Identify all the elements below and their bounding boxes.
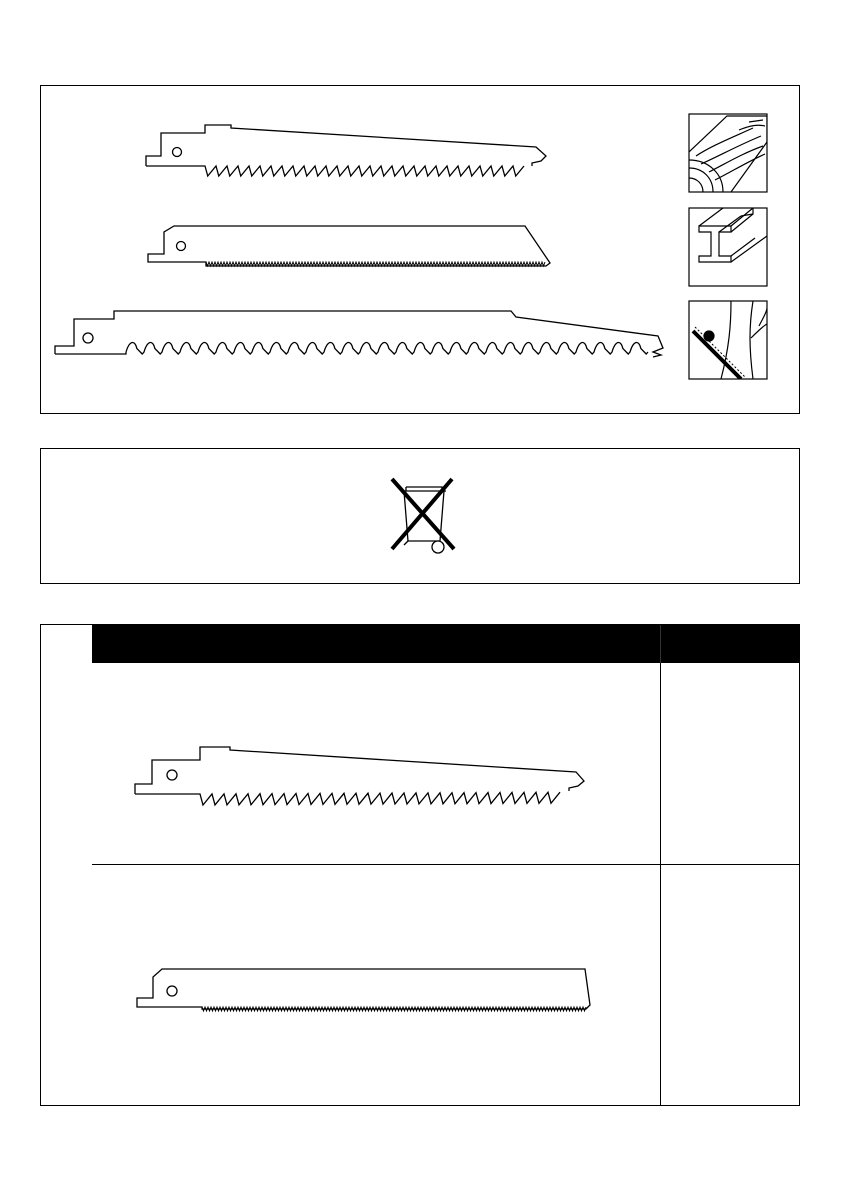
wood-icon	[689, 114, 767, 192]
blade-panel-graphic	[41, 86, 801, 415]
table-header	[92, 625, 799, 663]
tree-pruning-icon	[689, 301, 767, 379]
crossed-out-wheelie-bin-icon	[386, 477, 496, 561]
wood-blade-icon	[146, 125, 546, 176]
table-row	[92, 865, 660, 1105]
pruning-blade-icon	[55, 311, 663, 357]
blade-table	[40, 624, 800, 1106]
metal-blade-icon	[148, 226, 550, 266]
table-row	[92, 663, 660, 864]
disposal-panel	[40, 448, 800, 584]
column-divider	[660, 663, 661, 1105]
header-column-divider	[660, 625, 661, 663]
blade-panel	[40, 85, 800, 414]
wood-blade-icon	[92, 663, 660, 864]
metal-blade-icon	[92, 865, 660, 1105]
metal-beam-icon	[689, 208, 767, 286]
